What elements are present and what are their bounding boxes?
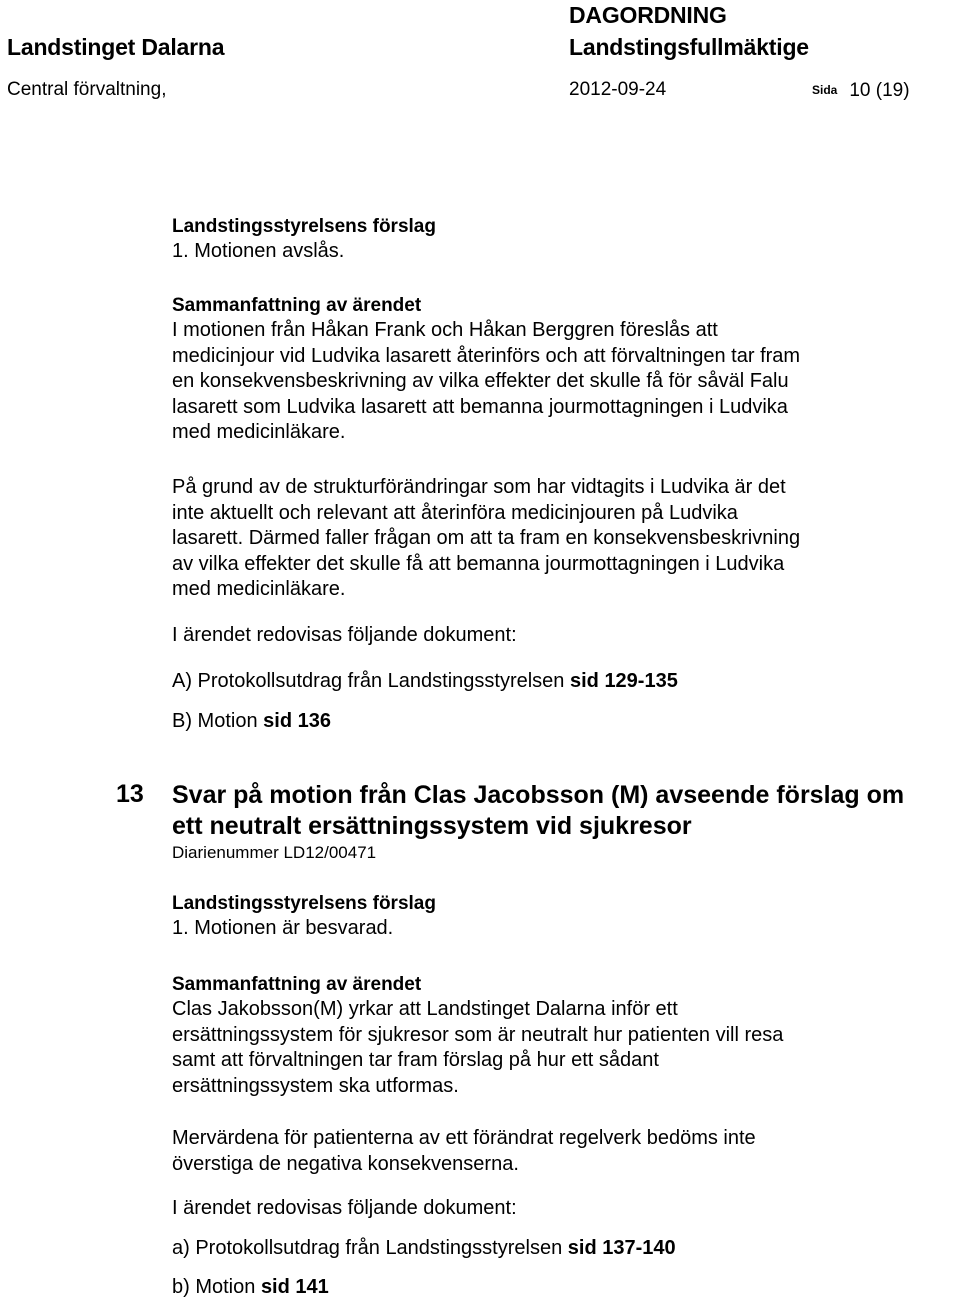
text-line: medicinjour vid Ludvika lasarett återinförs och att förvaltningen tar fram — [172, 344, 801, 367]
item13-proposal — [172, 892, 942, 941]
item12-doc-b — [172, 709, 942, 735]
agenda-item-title — [172, 780, 942, 864]
document-pages: sid 136 — [263, 710, 331, 732]
text-line: lasarett som Ludvika lasarett att bemanna jourmottagningen i Ludvika — [172, 395, 788, 418]
item12-doc-a — [172, 669, 942, 695]
text-line: en konsekvensbeskrivning av vilka effekter det skulle få för såväl Falu — [172, 370, 789, 392]
documents-intro: I ärendet redovisas följande dokument: — [172, 1197, 517, 1219]
document-title: B) Motion — [172, 710, 264, 732]
page-label: Sida — [812, 83, 838, 97]
department-name: Central förvaltning, — [7, 79, 167, 100]
document-pages: sid 141 — [260, 1276, 329, 1298]
text-line: av vilka effekter det skulle få att bemanna jourmottagningen i Ludvika — [172, 552, 785, 575]
document-title: b) Motion — [172, 1276, 261, 1298]
text-line: med medicinläkare. — [172, 578, 346, 600]
assembly-name: Landstingsfullmäktige — [569, 34, 809, 60]
text-line: samt att förvaltningen tar fram förslag på hur ett sådant — [172, 1049, 659, 1071]
text-line: Mervärdena för patienterna av ett förändrat regelverk bedöms inte — [172, 1127, 756, 1149]
item12-proposal — [172, 215, 942, 264]
documents-intro: I ärendet redovisas följande dokument: — [172, 624, 517, 646]
item12-docs-intro — [172, 623, 942, 649]
text-line: inte aktuellt och relevant att återinföra medicinjouren på Ludvika — [172, 501, 738, 524]
document-title: A) Protokollsutdrag från Landstingsstyrelsen — [172, 670, 570, 692]
page-number: 10 (19) — [849, 80, 910, 101]
document-pages: sid 129-135 — [569, 670, 678, 692]
text-line: På grund av de strukturförändringar som har vidtagits i Ludvika är det — [172, 476, 786, 498]
page-indicator — [812, 80, 910, 102]
summary-paragraph — [172, 318, 942, 446]
document-type: DAGORDNING — [569, 2, 727, 28]
title-line: Svar på motion från Clas Jacobsson (M) avseende förslag om — [172, 781, 905, 809]
text-line: I motionen från Håkan Frank och Håkan Berggren föreslås att — [172, 319, 718, 341]
summary-heading: Sammanfattning av ärendet — [172, 974, 422, 995]
text-line: med medicinläkare. — [172, 421, 346, 443]
text-line: överstiga de negativa konsekvenserna. — [172, 1152, 519, 1175]
document-title: a) Protokollsutdrag från Landstingsstyrelsen — [172, 1237, 568, 1259]
proposal-item: 1. Motionen avslås. — [172, 240, 345, 262]
item13-paragraph-2 — [172, 1126, 942, 1177]
item12-paragraph-2 — [172, 475, 942, 603]
title-line: ett neutralt ersättningssystem vid sjukresor — [172, 812, 692, 840]
document-reference — [172, 1275, 942, 1301]
item13-doc-a — [172, 1236, 942, 1262]
text-line: Clas Jakobsson(M) yrkar att Landstinget Dalarna inför ett — [172, 998, 678, 1020]
text-line: ersättningssystem för sjukresor som är neutralt hur patienten vill resa — [172, 1023, 784, 1046]
text-line: lasarett. Därmed faller frågan om att ta fram en konsekvensbeskrivning — [172, 527, 801, 549]
document-pages: sid 137-140 — [567, 1237, 676, 1259]
document-reference — [172, 669, 942, 695]
document-date: 2012-09-24 — [569, 79, 667, 100]
document-reference — [172, 709, 942, 735]
item13-doc-b — [172, 1275, 942, 1301]
item12-summary — [172, 294, 942, 446]
summary-heading: Sammanfattning av ärendet — [172, 295, 422, 316]
proposal-heading: Landstingsstyrelsens förslag — [172, 216, 436, 237]
item13-summary — [172, 973, 942, 1099]
proposal-heading: Landstingsstyrelsens förslag — [172, 893, 436, 914]
proposal-item: 1. Motionen är besvarad. — [172, 917, 394, 939]
text-line: ersättningssystem ska utformas. — [172, 1074, 459, 1097]
document-reference — [172, 1236, 942, 1262]
agenda-item-number: 13 — [116, 780, 144, 808]
item13-docs-intro — [172, 1196, 942, 1222]
diarienummer: Diarienummer LD12/00471 — [172, 843, 377, 862]
organization-name: Landstinget Dalarna — [7, 34, 225, 60]
summary-paragraph — [172, 997, 942, 1099]
